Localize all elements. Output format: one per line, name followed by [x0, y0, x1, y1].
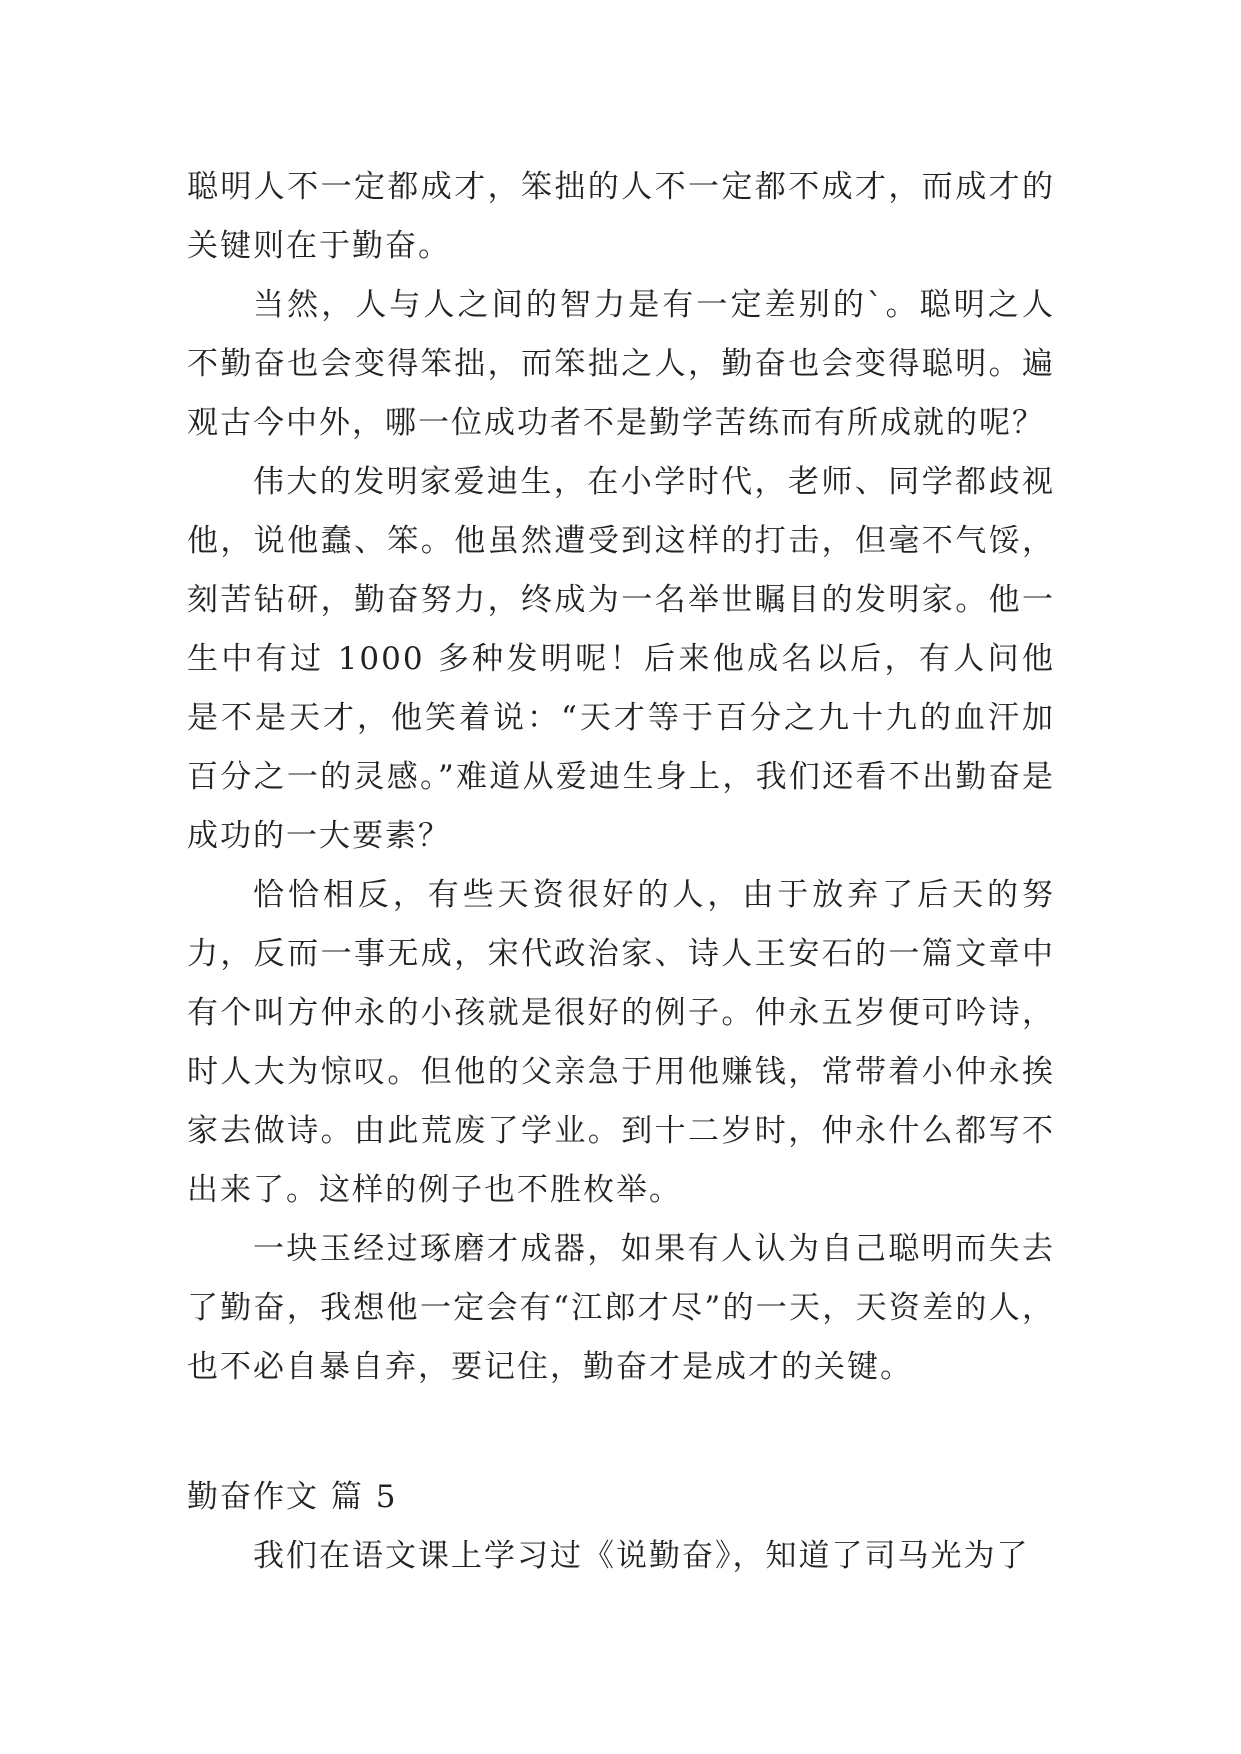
paragraph-4: 恰恰相反，有些天资很好的人，由于放弃了后天的努力，反而一事无成，宋代政治家、诗人王安石的一篇文章中有个叫方仲永的小孩就是很好的例子。仲永五岁便可吟诗，时人大为惊叹。但他的父亲急于用他赚钱，常带着小仲永挨家去做诗。由此荒废了学业。到十二岁时，仲永什么都写不出来了。这样的例子也不胜枚举。: [187, 877, 1055, 1208]
paragraph-1: 聪明人不一定都成才，笨拙的人不一定都不成才，而成才的关键则在于勤奋。: [187, 169, 1055, 264]
document-page: [187, 158, 1055, 1586]
paragraph-6: 我们在语文课上学习过《说勤奋》，知道了司马光为了: [253, 1538, 1030, 1574]
paragraph-5: 一块玉经过琢磨才成器，如果有人认为自己聪明而失去了勤奋，我想他一定会有“江郎才尽”的一天，天资差的人，也不必自暴自弃，要记住，勤奋才是成才的关键。: [187, 1231, 1055, 1385]
section-gap: [187, 1397, 1055, 1409]
paragraph-3: 伟大的发明家爱迪生，在小学时代，老师、同学都歧视他，说他蠢、笨。他虽然遭受到这样的打击，但毫不气馁，刻苦钻研，勤奋努力，终成为一名举世瞩目的发明家。他一生中有过 1000 多种发明呢！后来他成名以后，有人问他是不是天才，他笑着说：“天才等于百分之九十九的血汗加百分之一的灵感。”难道从爱迪生身上，我们还看不出勤奋是成功的一大要素？: [187, 464, 1055, 854]
paragraph-2: 当然，人与人之间的智力是有一定差别的`。聪明之人不勤奋也会变得笨拙，而笨拙之人，勤奋也会变得聪明。遍观古今中外，哪一位成功者不是勤学苦练而有所成就的呢？: [187, 287, 1055, 441]
section-heading: 勤奋作文 篇 5: [187, 1479, 398, 1515]
